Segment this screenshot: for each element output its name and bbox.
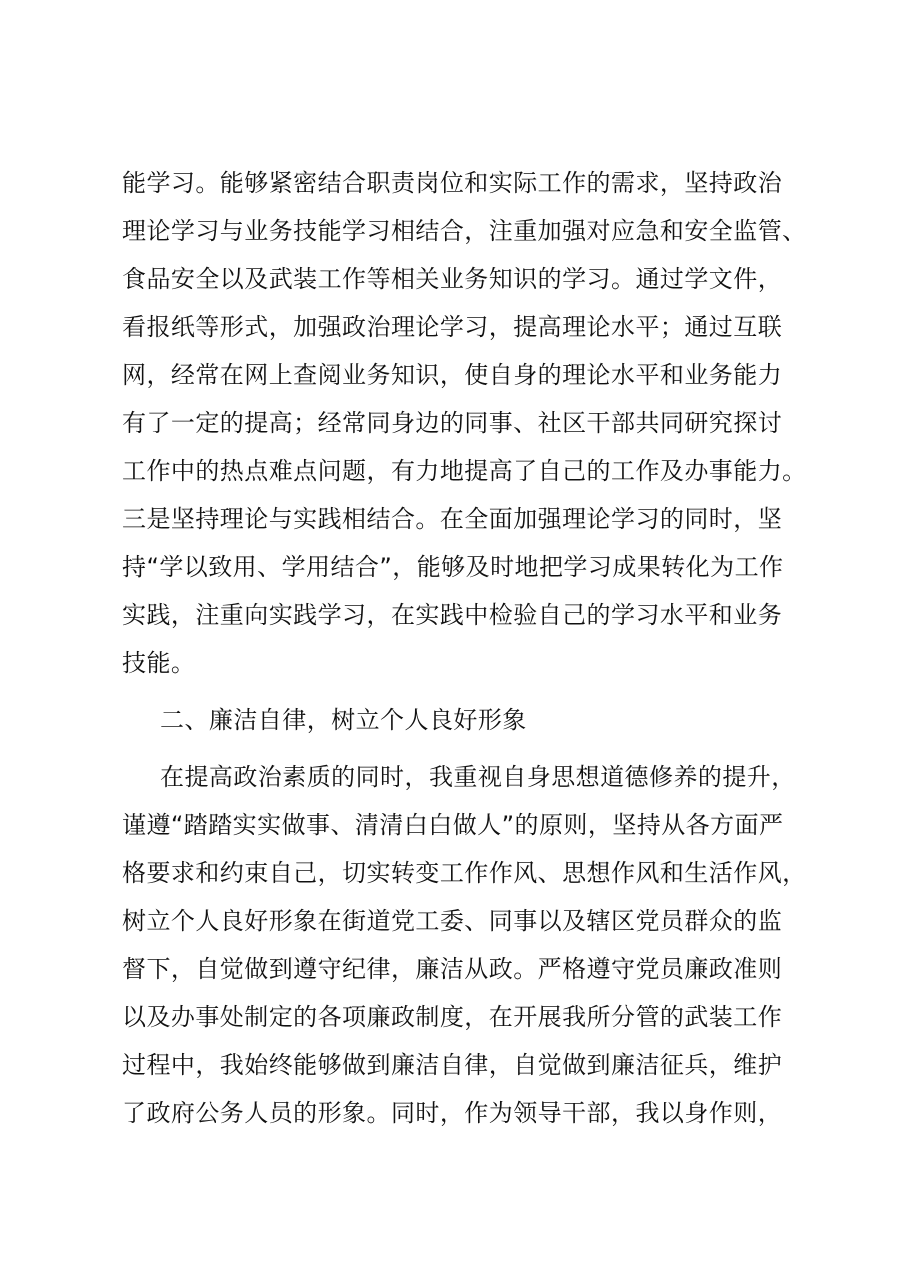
text-line: 持“学以致用、学用结合”，能够及时地把学习成果转化为工作 [122, 553, 784, 581]
text-line: 实践，注重向实践学习，在实践中检验自己的学习水平和业务 [122, 601, 783, 629]
text-line: 过程中，我始终能够做到廉洁自律，自觉做到廉洁征兵，维护 [122, 1051, 783, 1079]
text-line: 督下，自觉做到遵守纪律，廉洁从政。严格遵守党员廉政准则 [122, 955, 783, 983]
text-line: 技能。 [122, 649, 196, 677]
text-line: 在提高政治素质的同时，我重视自身思想道德修养的提升， [160, 763, 796, 791]
text-line: 三是坚持理论与实践相结合。在全面加强理论学习的同时，坚 [122, 505, 783, 533]
text-line: 有了一定的提高；经常同身边的同事、社区干部共同研究探讨 [122, 409, 783, 437]
section-heading: 二、廉洁自律，树立个人良好形象 [160, 706, 527, 734]
text-line: 理论学习与业务技能学习相结合，注重加强对应急和安全监管、 [122, 217, 807, 245]
text-line: 了政府公务人员的形象。同时，作为领导干部，我以身作则， [122, 1099, 783, 1127]
text-line: 谨遵“踏踏实实做事、清清白白做人”的原则，坚持从各方面严 [122, 811, 784, 839]
text-line: 格要求和约束自己，切实转变工作作风、思想作风和生活作风， [122, 859, 807, 887]
text-line: 能学习。能够紧密结合职责岗位和实际工作的需求，坚持政治 [122, 169, 783, 197]
text-line: 看报纸等形式，加强政治理论学习，提高理论水平；通过互联 [122, 313, 783, 341]
text-line: 工作中的热点难点问题，有力地提高了自己的工作及办事能力。 [122, 457, 807, 485]
text-line: 树立个人良好形象在街道党工委、同事以及辖区党员群众的监 [122, 907, 783, 935]
text-line: 以及办事处制定的各项廉政制度，在开展我所分管的武装工作 [122, 1003, 783, 1031]
text-line: 食品安全以及武装工作等相关业务知识的学习。通过学文件， [122, 265, 783, 293]
text-line: 网，经常在网上查阅业务知识，使自身的理论水平和业务能力 [122, 361, 783, 389]
